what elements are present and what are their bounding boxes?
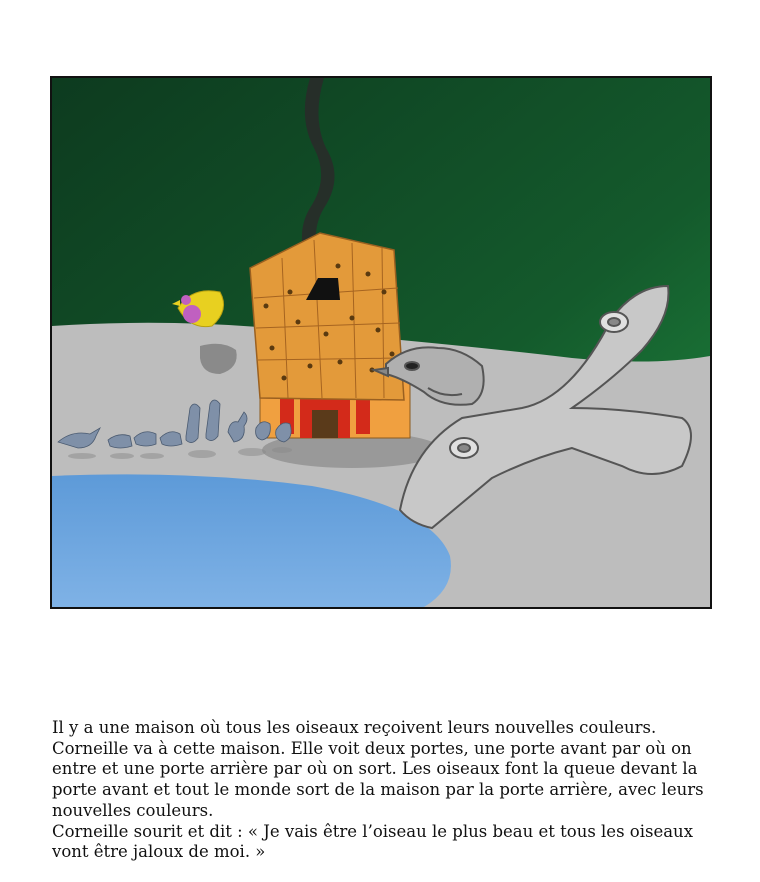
house-door [312, 410, 338, 438]
illustration-canvas [52, 78, 710, 607]
story-paragraph-1: Il y a une maison où tous les oiseaux reçoivent leurs nouvelles couleurs. Corneille va à cette maison. Elle voit deux portes, une porte avant par où on entre et une porte arrière par où on sort. Les oiseaux font la queue devant la porte avant et tout le monde sort de la maison par la porte arrière, avec leurs nouvelles couleurs. [52, 718, 704, 820]
house-roof [250, 233, 404, 400]
story-text [52, 718, 722, 863]
story-paragraph-2: Corneille sourit et dit : « Je vais être l’oiseau le plus beau et tous les oiseaux vont être jaloux de moi. » [52, 821, 693, 862]
story-illustration [50, 76, 712, 609]
